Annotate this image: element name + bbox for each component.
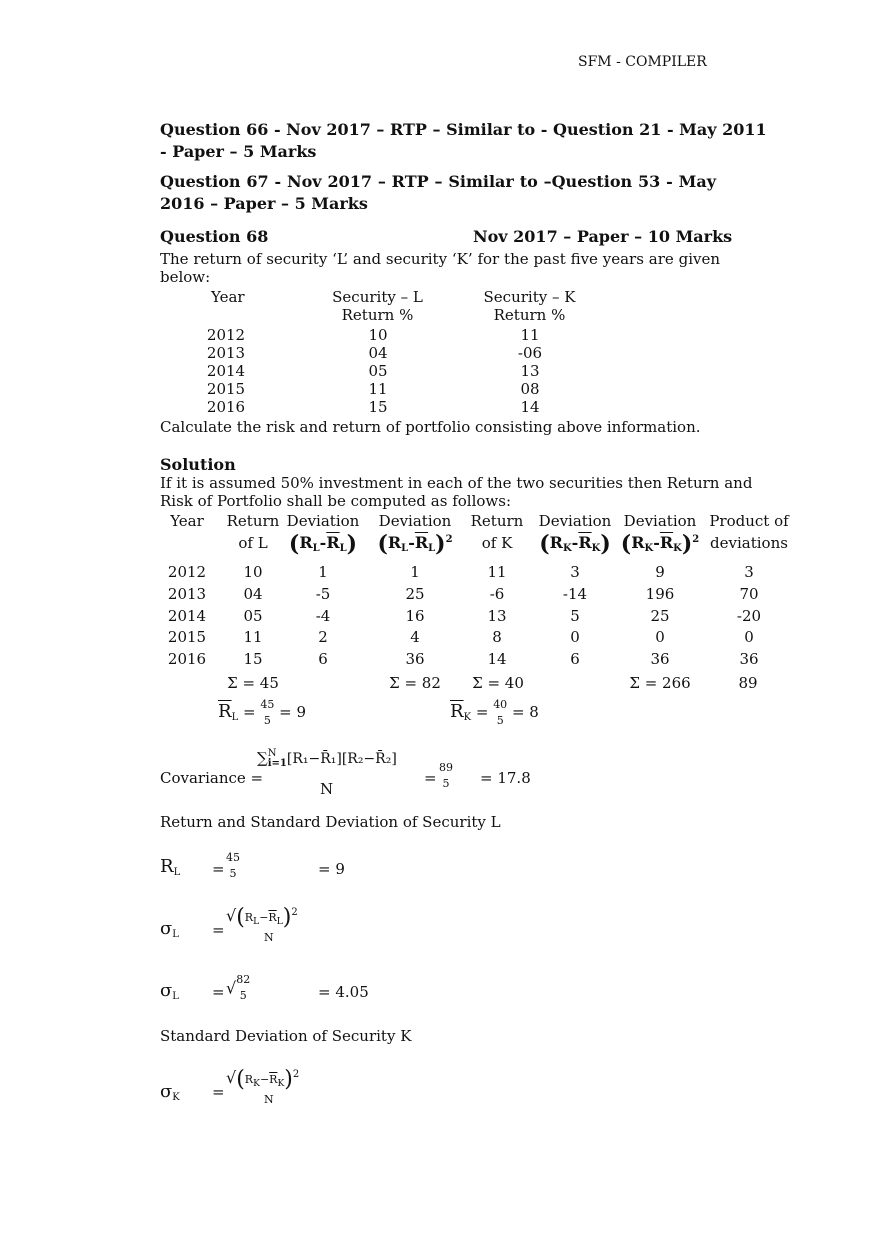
table-cell-dl2: 36: [405, 650, 425, 668]
table-cell-dl2: 25: [405, 585, 425, 603]
sigma-l-value-symbol: $\sigma_L$: [160, 980, 179, 1002]
total-product: 89: [738, 674, 758, 692]
table-row-year: 2016: [206, 398, 246, 416]
solution-heading: Solution: [160, 455, 236, 474]
col-security-k: Security – K: [483, 288, 576, 306]
covariance-eq: =: [424, 769, 437, 787]
table-cell-l: 11: [368, 380, 388, 398]
question-68-marks: Nov 2017 – Paper – 10 Marks: [473, 227, 733, 246]
table-cell-dl: 6: [318, 650, 328, 668]
hdr-return-k-sub: of K: [481, 534, 513, 552]
section-l-heading: Return and Standard Deviation of Security L: [160, 813, 501, 831]
table-cell-k: 08: [520, 380, 540, 398]
table-cell-dl: 2: [318, 628, 328, 646]
question-66-line1: Question 66 - Nov 2017 – RTP – Similar to - Question 21 - May 2011: [160, 120, 767, 139]
table-cell-dl2: 1: [410, 563, 420, 581]
col-security-k-sub: Return %: [493, 306, 566, 324]
total-return-k: Σ = 40: [472, 674, 524, 692]
total-return-l: Σ = 45: [227, 674, 279, 692]
table-cell-dk: 3: [570, 563, 580, 581]
hdr-deviation-l-sq-formula: $(R_L-\overline{R}_L)^2$: [377, 531, 453, 557]
sigma-l-eq: =: [212, 921, 225, 939]
table-row-year: 2013: [206, 344, 246, 362]
covariance-label: Covariance =: [160, 769, 264, 787]
table-cell-rl: 15: [243, 650, 263, 668]
hdr-deviation-l: Deviation: [286, 512, 360, 530]
table-cell-k: 13: [520, 362, 540, 380]
hdr-product: Product of: [709, 512, 789, 530]
table-cell-rl: 11: [243, 628, 263, 646]
table-row-year: 2013: [167, 585, 207, 603]
hdr-deviation-l-sq: Deviation: [378, 512, 452, 530]
table-cell-rk: 14: [487, 650, 507, 668]
table-cell-rl: 05: [243, 607, 263, 625]
sigma-l-value-eq: =: [212, 983, 225, 1001]
table-cell-dl2: 4: [410, 628, 420, 646]
table-row-year: 2014: [206, 362, 246, 380]
hdr-deviation-l-formula: $(R_L-\overline{R}_L)$: [288, 531, 358, 557]
table-cell-rk: 8: [492, 628, 502, 646]
problem-intro-line2: below:: [160, 268, 211, 286]
return-l-eq: =: [212, 860, 225, 878]
covariance-denominator: N: [320, 780, 334, 798]
table-cell-rk: 11: [487, 563, 507, 581]
total-dev-k-sq: Σ = 266: [629, 674, 691, 692]
problem-intro-line1: The return of security ‘L’ and security ‘K’ for the past five years are given: [160, 250, 720, 268]
hdr-return-l: Return: [226, 512, 280, 530]
table-cell-l: 04: [368, 344, 388, 362]
total-dev-l-sq: Σ = 82: [389, 674, 441, 692]
table-cell-k: 11: [520, 326, 540, 344]
section-k-heading: Standard Deviation of Security K: [160, 1027, 412, 1045]
col-year: Year: [211, 288, 245, 306]
return-l-fraction: 45 5: [226, 851, 240, 880]
solution-intro-line2: Risk of Portfolio shall be computed as follows:: [160, 492, 511, 510]
question-67-line2: 2016 – Paper – 5 Marks: [160, 194, 368, 213]
table-cell-p: 70: [739, 585, 759, 603]
table-cell-dk: -14: [562, 585, 588, 603]
table-cell-dk: 0: [570, 628, 580, 646]
table-cell-p: 3: [744, 563, 754, 581]
table-cell-dl: -4: [315, 607, 331, 625]
table-cell-l: 10: [368, 326, 388, 344]
covariance-fraction: 89 5: [439, 761, 453, 790]
table-cell-p: 36: [739, 650, 759, 668]
question-68-title: Question 68: [160, 227, 269, 246]
table-row-year: 2012: [167, 563, 207, 581]
covariance-result: = 17.8: [480, 769, 531, 787]
col-security-l-sub: Return %: [341, 306, 414, 324]
table-cell-k: -06: [517, 344, 543, 362]
table-cell-dk2: 36: [650, 650, 670, 668]
page-header: SFM - COMPILER: [578, 54, 707, 70]
sigma-l-symbol: $\sigma_L$: [160, 918, 179, 940]
table-row-year: 2014: [167, 607, 207, 625]
sigma-k-symbol: $\sigma_K$: [160, 1081, 180, 1103]
table-cell-dk2: 9: [655, 563, 665, 581]
question-67-line1: Question 67 - Nov 2017 – RTP – Similar to –Question 53 - May: [160, 172, 716, 191]
question-66-line2: - Paper – 5 Marks: [160, 142, 317, 161]
sigma-k-denominator: N: [264, 1093, 274, 1106]
table-row-year: 2015: [167, 628, 207, 646]
table-cell-l: 15: [368, 398, 388, 416]
table-cell-p: 0: [744, 628, 754, 646]
table-cell-l: 05: [368, 362, 388, 380]
mean-k: $\overline{R}_K = 40$ 5 = 8: [450, 698, 539, 727]
table-cell-p: -20: [736, 607, 762, 625]
table-cell-dk: 6: [570, 650, 580, 668]
table-cell-rl: 10: [243, 563, 263, 581]
hdr-deviation-k-formula: $(R_K-\overline{R}_K)$: [539, 531, 611, 557]
solution-intro-line1: If it is assumed 50% investment in each of the two securities then Return and: [160, 474, 753, 492]
table-row-year: 2015: [206, 380, 246, 398]
hdr-return-l-sub: of L: [238, 534, 268, 552]
table-cell-dl2: 16: [405, 607, 425, 625]
hdr-year: Year: [170, 512, 204, 530]
table-cell-dk2: 25: [650, 607, 670, 625]
hdr-product-sub: deviations: [710, 534, 788, 552]
table-cell-dk2: 196: [645, 585, 675, 603]
col-security-l: Security – L: [332, 288, 423, 306]
table-cell-rk: -6: [489, 585, 505, 603]
sigma-l-value-result: = 4.05: [318, 983, 369, 1001]
problem-question: Calculate the risk and return of portfolio consisting above information.: [160, 418, 701, 436]
covariance-numerator: ∑N i=1[R₁−R̄₁][R₂−R̄₂]: [257, 748, 397, 769]
table-row-year: 2012: [206, 326, 246, 344]
hdr-return-k: Return: [470, 512, 524, 530]
return-l-symbol: $R_L$: [160, 856, 181, 878]
table-cell-rk: 13: [487, 607, 507, 625]
table-cell-rl: 04: [243, 585, 263, 603]
table-cell-dl: -5: [315, 585, 331, 603]
table-row-year: 2016: [167, 650, 207, 668]
table-cell-dl: 1: [318, 563, 328, 581]
sigma-l-formula: $√(R_L-\overline{R}_L)^2$: [226, 905, 298, 930]
table-cell-dk2: 0: [655, 628, 665, 646]
sigma-l-denominator: N: [264, 931, 274, 944]
sigma-k-eq: =: [212, 1083, 225, 1101]
return-l-result: = 9: [318, 860, 345, 878]
hdr-deviation-k-sq: Deviation: [623, 512, 697, 530]
sigma-k-formula: $√(R_K-\overline{R}_K)^2$: [226, 1067, 300, 1092]
sigma-l-value-formula: √82 5: [226, 973, 251, 1002]
mean-l: $\overline{R}_L = 45$ 5 = 9: [218, 698, 307, 727]
table-cell-k: 14: [520, 398, 540, 416]
hdr-deviation-k-sq-formula: $(R_K-\overline{R}_K)^2$: [620, 531, 700, 557]
table-cell-dk: 5: [570, 607, 580, 625]
hdr-deviation-k: Deviation: [538, 512, 612, 530]
